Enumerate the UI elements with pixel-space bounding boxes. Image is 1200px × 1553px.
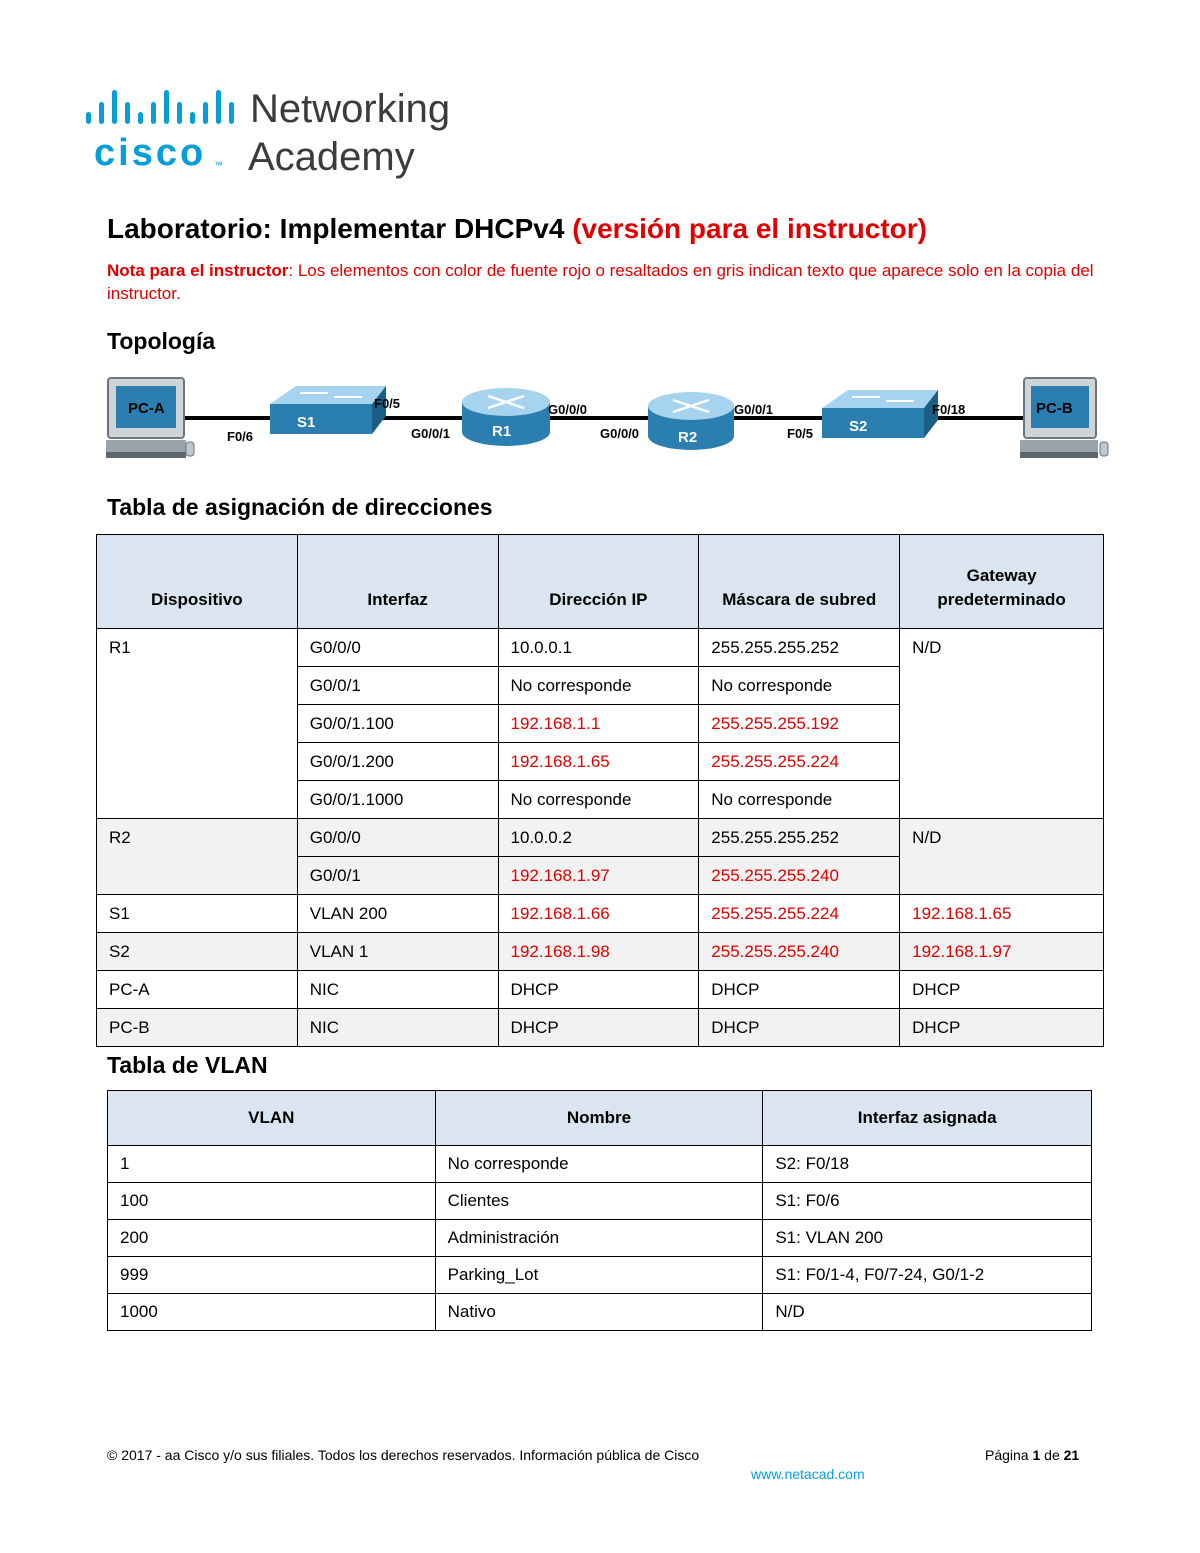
logo-networking: Networking: [250, 87, 451, 131]
table-cell: DHCP: [498, 971, 699, 1009]
router-r1-icon: [462, 388, 550, 446]
switch-s1-icon: [270, 386, 386, 434]
footer-url-link[interactable]: www.netacad.com: [751, 1466, 865, 1482]
table-cell: [97, 781, 298, 819]
table-cell: 10.0.0.1: [498, 629, 699, 667]
table-row: [97, 895, 1104, 933]
port-label: G0/0/0: [600, 426, 640, 441]
table-cell: DHCP: [498, 1009, 699, 1047]
vlan-table-heading: Tabla de VLAN: [107, 1052, 268, 1078]
column-header: Nombre: [435, 1091, 763, 1146]
port-label: F0/5: [787, 426, 814, 441]
port-label: F0/5: [374, 396, 401, 411]
table-cell: DHCP: [900, 1009, 1104, 1047]
table-cell: 192.168.1.97: [498, 857, 699, 895]
table-cell: 999: [108, 1257, 436, 1294]
table-cell: Parking_Lot: [435, 1257, 763, 1294]
cisco-wordmark: cisco: [94, 132, 207, 174]
table-cell: S2: F0/18: [763, 1146, 1092, 1183]
table-row: [108, 1146, 1092, 1183]
table-cell: [900, 781, 1104, 819]
title-instructor: (versión para el instructor): [572, 213, 927, 244]
table-cell: G0/0/1.100: [297, 705, 498, 743]
footer-page-number: [985, 1447, 1079, 1463]
table-cell: S1: F0/1-4, F0/7-24, G0/1-2: [763, 1257, 1092, 1294]
table-cell: [97, 705, 298, 743]
table-cell: [900, 743, 1104, 781]
table-cell: VLAN 200: [297, 895, 498, 933]
column-header: VLAN: [108, 1091, 436, 1146]
pc-a-icon: [106, 378, 194, 458]
table-row: [97, 933, 1104, 971]
table-cell: [900, 857, 1104, 895]
table-cell: 192.168.1.66: [498, 895, 699, 933]
router-r2-icon: [648, 392, 734, 450]
table-cell: DHCP: [900, 971, 1104, 1009]
table-row: [97, 667, 1104, 705]
table-cell: 192.168.1.98: [498, 933, 699, 971]
table-cell: 255.255.255.240: [699, 933, 900, 971]
table-cell: Administración: [435, 1220, 763, 1257]
table-cell: [97, 743, 298, 781]
device-label-s1: S1: [297, 414, 316, 431]
instructor-note: [107, 259, 1097, 305]
table-row: [97, 857, 1104, 895]
logo-academy: Academy: [248, 135, 415, 179]
page-prefix: Página: [985, 1447, 1033, 1463]
table-cell: PC-A: [97, 971, 298, 1009]
table-cell: N/D: [900, 629, 1104, 667]
table-cell: G0/0/1: [297, 667, 498, 705]
column-header: Dispositivo: [97, 535, 298, 629]
topology-heading: Topología: [107, 328, 216, 354]
table-cell: 192.168.1.97: [900, 933, 1104, 971]
table-cell: G0/0/1.1000: [297, 781, 498, 819]
table-cell: 100: [108, 1183, 436, 1220]
note-label: Nota para el instructor: [107, 261, 289, 280]
note-text: : Los elementos con color de fuente rojo o resaltados en gris indican texto que aparece solo en la copia del instructor.: [107, 261, 1094, 303]
trademark: ™: [214, 160, 223, 170]
table-row: [108, 1220, 1092, 1257]
device-label-pc-a: PC-A: [128, 400, 165, 417]
table-row: [97, 819, 1104, 857]
table-cell: DHCP: [699, 1009, 900, 1047]
table-row: [97, 1009, 1104, 1047]
table-cell: No corresponde: [699, 667, 900, 705]
table-cell: 255.255.255.224: [699, 743, 900, 781]
table-cell: G0/0/0: [297, 629, 498, 667]
table-cell: [97, 667, 298, 705]
column-header: Máscara de subred: [699, 535, 900, 629]
device-label-r1: R1: [492, 423, 512, 440]
table-header-row: [108, 1091, 1092, 1146]
table-cell: 255.255.255.192: [699, 705, 900, 743]
port-label: F0/18: [932, 402, 966, 417]
table-cell: 255.255.255.240: [699, 857, 900, 895]
table-cell: 255.255.255.252: [699, 819, 900, 857]
table-cell: S2: [97, 933, 298, 971]
table-cell: No corresponde: [498, 781, 699, 819]
page-total: 21: [1063, 1447, 1080, 1463]
table-cell: G0/0/1.200: [297, 743, 498, 781]
table-cell: 1000: [108, 1294, 436, 1331]
column-header: Dirección IP: [498, 535, 699, 629]
table-row: [97, 705, 1104, 743]
table-cell: 192.168.1.1: [498, 705, 699, 743]
table-cell: [900, 705, 1104, 743]
title-main: Laboratorio: Implementar DHCPv4: [107, 213, 565, 244]
table-row: [108, 1183, 1092, 1220]
page-current: 1: [1032, 1447, 1041, 1463]
table-cell: Nativo: [435, 1294, 763, 1331]
table-cell: NIC: [297, 1009, 498, 1047]
table-cell: N/D: [900, 819, 1104, 857]
column-header: Interfaz asignada: [763, 1091, 1092, 1146]
table-cell: No corresponde: [699, 781, 900, 819]
table-cell: DHCP: [699, 971, 900, 1009]
column-header: Interfaz: [297, 535, 498, 629]
table-cell: G0/0/1: [297, 857, 498, 895]
table-row: [108, 1294, 1092, 1331]
table-cell: PC-B: [97, 1009, 298, 1047]
table-cell: N/D: [763, 1294, 1092, 1331]
port-label: G0/0/0: [548, 402, 588, 417]
table-cell: [97, 857, 298, 895]
table-cell: 192.168.1.65: [900, 895, 1104, 933]
port-label: G0/0/1: [411, 426, 451, 441]
table-cell: VLAN 1: [297, 933, 498, 971]
device-label-pc-b: PC-B: [1036, 400, 1073, 417]
page-mid: de: [1040, 1447, 1064, 1463]
cisco-networking-academy-logo: [84, 84, 484, 184]
table-cell: [900, 667, 1104, 705]
table-cell: NIC: [297, 971, 498, 1009]
table-cell: S1: VLAN 200: [763, 1220, 1092, 1257]
page-title: [107, 213, 927, 245]
table-cell: 255.255.255.224: [699, 895, 900, 933]
table-cell: 255.255.255.252: [699, 629, 900, 667]
table-cell: Clientes: [435, 1183, 763, 1220]
table-cell: 192.168.1.65: [498, 743, 699, 781]
table-row: [108, 1257, 1092, 1294]
port-label: F0/6: [227, 429, 254, 444]
table-cell: 10.0.0.2: [498, 819, 699, 857]
table-cell: 1: [108, 1146, 436, 1183]
topology-diagram: [100, 372, 1120, 468]
vlan-table: [107, 1090, 1092, 1331]
table-row: [97, 971, 1104, 1009]
table-header-row: [97, 535, 1104, 629]
table-row: [97, 781, 1104, 819]
table-cell: G0/0/0: [297, 819, 498, 857]
table-cell: R2: [97, 819, 298, 857]
table-cell: 200: [108, 1220, 436, 1257]
table-cell: No corresponde: [435, 1146, 763, 1183]
table-cell: S1: F0/6: [763, 1183, 1092, 1220]
switch-s2-icon: [822, 390, 938, 438]
device-label-r2: R2: [678, 429, 698, 446]
addressing-table-heading: Tabla de asignación de direcciones: [107, 494, 493, 520]
pc-b-icon: [1020, 378, 1108, 458]
cisco-bars-icon: [86, 90, 234, 124]
footer-copyright: © 2017 - aa Cisco y/o sus filiales. Todos los derechos reservados. Información pública de Cisco: [107, 1447, 700, 1463]
addressing-table: [96, 534, 1104, 1047]
table-cell: R1: [97, 629, 298, 667]
table-row: [97, 743, 1104, 781]
device-label-s2: S2: [849, 418, 868, 435]
table-cell: S1: [97, 895, 298, 933]
column-header: Gateway predeterminado: [900, 535, 1104, 629]
port-label: G0/0/1: [734, 402, 774, 417]
table-row: [97, 629, 1104, 667]
table-cell: No corresponde: [498, 667, 699, 705]
